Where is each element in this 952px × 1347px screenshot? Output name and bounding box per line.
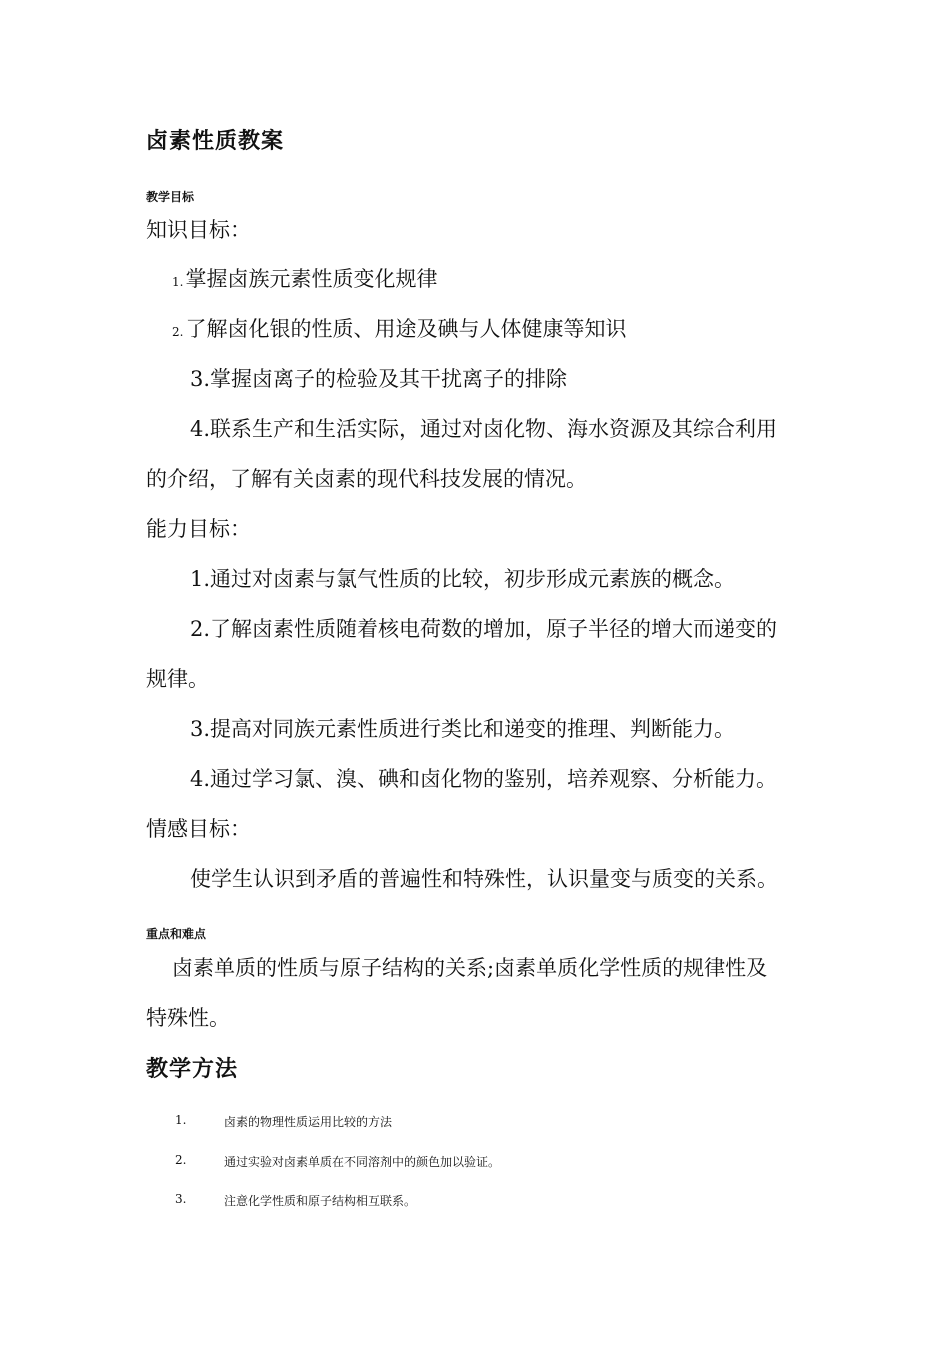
ability-item-2-continuation: 规律。 (146, 667, 209, 691)
item-number: 4. (190, 417, 211, 441)
item-text: 通过学习氯、溴、碘和卤化物的鉴别，培养观察、分析能力。 (210, 767, 778, 791)
ability-label: 能力目标： (146, 517, 251, 541)
item-number: 2. (190, 617, 211, 641)
ability-item-3 (190, 714, 735, 744)
item-text: 掌握卤离子的检验及其干扰离子的排除 (210, 367, 568, 391)
knowledge-label: 知识目标： (146, 218, 251, 242)
objectives-heading: 教学目标 (146, 190, 195, 204)
item-text: 联系生产和生活实际，通过对卤化物、海水资源及其综合利用 (210, 417, 778, 441)
method-item-1 (0, 1113, 952, 1133)
item-number: 3. (175, 1192, 187, 1206)
key-points-text: 卤素单质的性质与原子结构的关系;卤素单质化学性质的规律性及 (172, 956, 768, 980)
item-number: 1. (190, 567, 211, 591)
key-points-continuation: 特殊性。 (146, 1006, 230, 1030)
knowledge-item-4-continuation: 的介绍，了解有关卤素的现代科技发展的情况。 (146, 467, 587, 491)
ability-item-1 (190, 564, 735, 594)
ability-item-2 (190, 614, 777, 644)
item-text: 了解卤素性质随着核电荷数的增加，原子半径的增大而递变的 (210, 617, 778, 641)
method-item-3 (0, 1192, 952, 1212)
item-text: 卤素的物理性质运用比较的方法 (224, 1115, 393, 1129)
item-text: 通过实验对卤素单质在不同溶剂中的颜色加以验证。 (224, 1155, 501, 1169)
emotion-label: 情感目标： (146, 817, 251, 841)
item-number: 2. (172, 325, 184, 339)
item-number: 2. (175, 1153, 187, 1167)
item-text: 了解卤化银的性质、用途及碘与人体健康等知识 (185, 317, 627, 341)
knowledge-item-4 (190, 414, 777, 444)
item-number: 1. (175, 1113, 187, 1127)
knowledge-item-3 (190, 364, 567, 394)
key-points-heading: 重点和难点 (146, 927, 207, 941)
item-text: 提高对同族元素性质进行类比和递变的推理、判断能力。 (210, 717, 736, 741)
item-number: 1. (172, 275, 184, 289)
item-number: 4. (190, 767, 211, 791)
emotion-text: 使学生认识到矛盾的普遍性和特殊性，认识量变与质变的关系。 (190, 867, 778, 891)
item-text: 掌握卤族元素性质变化规律 (185, 267, 438, 291)
method-item-2 (0, 1153, 952, 1173)
methods-heading: 教学方法 (146, 1056, 239, 1082)
item-text: 通过对卤素与氯气性质的比较，初步形成元素族的概念。 (210, 567, 736, 591)
item-number: 3. (190, 717, 211, 741)
document-title: 卤素性质教案 (146, 128, 285, 154)
knowledge-item-2 (172, 314, 626, 347)
knowledge-item-1 (172, 264, 437, 297)
item-number: 3. (190, 367, 211, 391)
item-text: 注意化学性质和原子结构相互联系。 (224, 1194, 417, 1208)
ability-item-4 (190, 764, 777, 794)
